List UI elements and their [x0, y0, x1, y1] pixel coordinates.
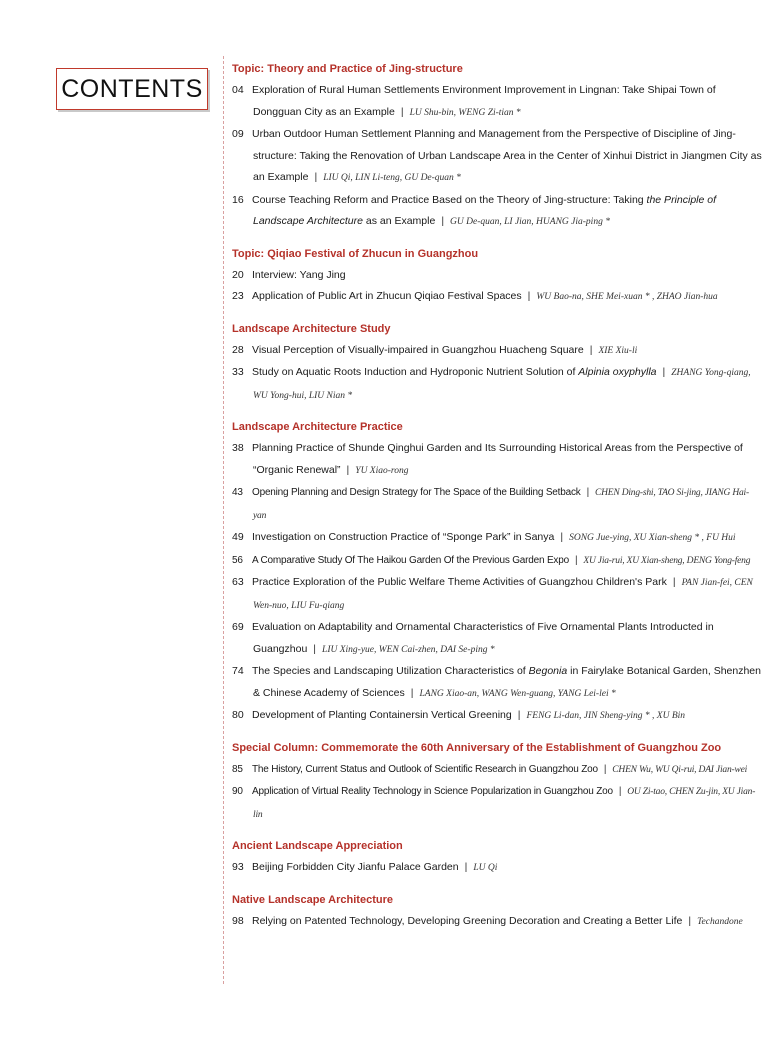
article-title: Interview: Yang Jing [252, 268, 346, 281]
page-number: 74 [232, 665, 244, 677]
article-title: Development of Planting Containersin Vertical Greening [252, 709, 512, 721]
article-authors: FENG Li-dan, JIN Sheng-ying * , XU Bin [526, 711, 686, 721]
article-title: Visual Perception of Visually-impaired in Guangzhou Huacheng Square [252, 343, 584, 356]
article-authors: OU Zi-tao, CHEN Zu-jin, XU Jian-lin [253, 787, 756, 820]
toc-entry[interactable] [232, 80, 762, 124]
article-title: Study on Aquatic Roots Induction and Hydroponic Nutrient Solution of [252, 366, 579, 378]
separator: | [672, 576, 676, 588]
article-title-italic: Alpinia oxyphylla [578, 366, 657, 378]
separator: | [313, 642, 317, 655]
contents-label: CONTENTS [61, 74, 203, 103]
page-number: 28 [232, 343, 244, 356]
toc-entry[interactable] [232, 857, 762, 880]
article-authors: YU Xiao-rong [355, 465, 409, 476]
article-authors: WU Bao-na, SHE Mei-xuan * , ZHAO Jian-hua [536, 292, 718, 302]
article-authors: XU Jia-rui, XU Xian-sheng, DENG Yong-feng [583, 555, 751, 566]
article-authors: SONG Jue-ying, XU Xian-sheng * , FU Hui [569, 533, 736, 543]
separator: | [410, 686, 414, 699]
article-title: Course Teaching Reform and Practice Based on the Theory of Jing-structure: Taking [252, 193, 647, 206]
section-title: Ancient Landscape Appreciation [232, 840, 403, 852]
page-number: 56 [232, 554, 243, 566]
separator: | [603, 763, 607, 775]
article-title: Investigation on Construction Practice of “Sponge Park” in Sanya [252, 531, 555, 543]
article-authors: LANG Xiao-an, WANG Wen-guang, YANG Lei-lei * [419, 688, 616, 699]
article-title: Evaluation on Adaptability and Ornamental Characteristics of Five Ornamental Plants Introducted in Guangzhou [252, 621, 714, 655]
article-authors: CHEN Ding-shi, TAO Si-jing, JIANG Hai-yan [253, 488, 749, 521]
section-title: Topic: Qiqiao Festival of Zhucun in Guangzhou [232, 247, 479, 260]
article-authors: XIE Xiu-li [598, 345, 638, 356]
article-authors: CHEN Wu, WU Qi-rui, DAI Jian-wei [612, 764, 748, 775]
page-number: 90 [232, 786, 243, 797]
section-title: Landscape Architecture Practice [232, 421, 403, 433]
toc-section [232, 247, 762, 309]
toc-entry[interactable] [232, 550, 762, 573]
page-number: 20 [232, 268, 244, 281]
page-number: 98 [232, 914, 244, 927]
section-title: Special Column: Commemorate the 60th Anniversary of the Establishment of Guangzhou Zoo [232, 741, 722, 754]
page-number: 33 [232, 366, 244, 378]
toc-section [232, 322, 762, 408]
toc-section [232, 420, 762, 728]
page-number: 85 [232, 763, 243, 775]
separator: | [589, 343, 593, 356]
toc-section [232, 62, 762, 234]
toc-entry[interactable] [232, 286, 762, 309]
separator: | [574, 554, 578, 566]
separator: | [618, 786, 622, 797]
page-number: 04 [232, 84, 244, 96]
article-title: Exploration of Rural Human Settlements Environment Improvement in Lingnan: Take Shipai Town of Dongguan City as an Example [252, 84, 716, 118]
toc-entry[interactable] [232, 362, 762, 407]
toc-entry[interactable] [232, 265, 762, 287]
page-number: 09 [232, 128, 244, 140]
table-of-contents [232, 62, 762, 946]
article-title: Opening Planning and Design Strategy for The Space of the Building Setback [252, 487, 581, 498]
toc-entry[interactable] [232, 527, 762, 550]
article-title: Application of Public Art in Zhucun Qiqiao Festival Spaces [252, 290, 522, 302]
toc-entry[interactable] [232, 661, 762, 705]
toc-entry[interactable] [232, 340, 762, 363]
toc-entry[interactable] [232, 124, 762, 190]
article-title: A Comparative Study Of The Haikou Garden Of the Previous Garden Expo [252, 554, 569, 566]
article-authors: ZHANG Yong-qiang, WU Yong-hui, LIU Nian * [253, 368, 751, 401]
article-authors: LU Qi [473, 863, 498, 873]
separator: | [517, 709, 521, 721]
separator: | [662, 366, 666, 378]
article-authors: Techandone [697, 916, 743, 927]
section-title: Landscape Architecture Study [232, 322, 391, 335]
toc-section [232, 741, 762, 827]
article-authors: LIU Qi, LIN Li-teng, GU De-quan * [323, 173, 461, 183]
article-title: Application of Virtual Reality Technology in Science Popularization in Guangzhou Zoo [252, 786, 613, 797]
page-number: 63 [232, 576, 244, 588]
page-number: 69 [232, 621, 244, 633]
article-title: The Species and Landscaping Utilization Characteristics of [252, 665, 529, 677]
page-number: 49 [232, 531, 244, 543]
separator: | [314, 171, 318, 183]
separator: | [527, 290, 531, 302]
article-title: Urban Outdoor Human Settlement Planning and Management from the Perspective of Discipline of Jing-structure: Taking the Renovation of Urban Landscape Area in the Center of Xinhui District in Jiangmen City as an Example [252, 128, 762, 183]
separator: | [441, 215, 445, 227]
separator: | [688, 914, 692, 927]
article-authors: LIU Xing-yue, WEN Cai-zhen, DAI Se-ping * [322, 644, 495, 655]
page-number: 43 [232, 487, 243, 498]
toc-entry[interactable] [232, 617, 762, 661]
article-authors: GU De-quan, LI Jian, HUANG Jia-ping * [450, 217, 610, 227]
toc-entry[interactable] [232, 190, 762, 234]
article-title-italic: the Principle of Landscape Architecture [253, 193, 717, 227]
article-title-italic: Begonia [528, 665, 568, 677]
toc-section [232, 893, 762, 934]
toc-entry[interactable] [232, 438, 762, 482]
separator: | [400, 105, 404, 118]
article-title: Practice Exploration of the Public Welfare Theme Activities of Guangzhou Children's Park [252, 576, 667, 588]
article-title: Beijing Forbidden City Jianfu Palace Garden [252, 861, 459, 873]
toc-entry[interactable] [232, 482, 762, 527]
toc-entry[interactable] [232, 572, 762, 617]
article-title: Relying on Patented Technology, Developing Greening Decoration and Creating a Better Life [252, 914, 683, 927]
contents-heading [56, 68, 208, 110]
page-number: 16 [232, 193, 244, 206]
page-number: 38 [232, 442, 244, 454]
separator: | [346, 463, 350, 476]
toc-entry[interactable] [232, 911, 762, 934]
page-number: 80 [232, 709, 244, 721]
separator: | [464, 861, 468, 873]
toc-section [232, 839, 762, 880]
toc-entry[interactable] [232, 705, 762, 728]
page-number: 23 [232, 290, 244, 302]
article-title-end: as an Example [362, 215, 436, 227]
section-title: Native Landscape Architecture [232, 893, 393, 906]
article-authors: LU Shu-bin, WENG Zi-tian * [409, 107, 521, 118]
separator: | [560, 531, 564, 543]
separator: | [586, 487, 589, 498]
section-title: Topic: Theory and Practice of Jing-structure [232, 63, 463, 75]
toc-entry[interactable] [232, 759, 762, 782]
vertical-divider [223, 56, 224, 984]
article-authors: PAN Jian-fei, CEN Wen-nuo, LIU Fu-qiang [253, 578, 753, 611]
article-title-end: in Fairylake Botanical Garden, Shenzhen & Chinese Academy of Sciences [253, 665, 761, 699]
article-title: Planning Practice of Shunde Qinghui Garden and Its Surrounding Historical Areas from the Perspective of “Organic Renewal” [252, 442, 743, 476]
article-title: The History, Current Status and Outlook of Scientific Research in Guangzhou Zoo [252, 763, 598, 775]
page-number: 93 [232, 861, 244, 873]
toc-entry[interactable] [232, 781, 762, 826]
